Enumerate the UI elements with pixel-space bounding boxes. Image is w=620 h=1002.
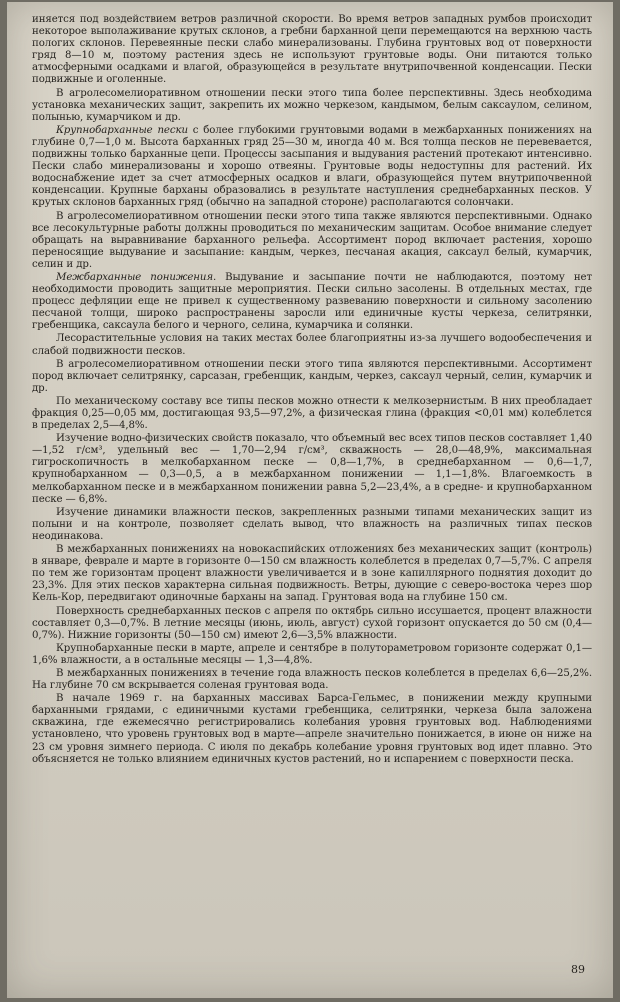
paragraph: [32, 125, 592, 210]
paragraph-text: с более глубокими грунтовыми водами в межбарханных понижениях на глубине 0,7—1,0 м. Высота барханных гряд 25—30 м, иногда 40 м. Вся толща песков не перевевается, подвижны только барханные цепи. Процессы засыпания и выдувания растений протекают интенсивно. Пески слабо минерализованы и хорошо отвеяны. Грунтовые воды недоступны для растений. Их водоснабжение идет за счет атмосферных осадков и влаги, образующейся путем внутрипочвенной конденсации. Крупные барханы образовались в результате наступления среднебарханных песков. У крутых склонов барханных гряд (обычно на западной стороне) располагаются солончаки.: [32, 124, 592, 209]
page-number: 89: [571, 963, 585, 976]
paragraph: [32, 606, 592, 642]
paragraph-text: Изучение водно-физических свойств показало, что объемный вес всех типов песков составляет 1,40—1,52 г/см³, удельный вес — 1,70—2,94 г/см³, скважность — 28,0—48,9%, максимальная гигроскопичность в мелкобарханном песке — 0,8—1,7%, в среднебарханном — 0,6—1,7, крупнобарханном — 0,3—0,5, а в межбарханном понижении — 1,1—1,8%. Влагоемкость в мелкобарханном песке и в межбарханном понижении равна 5,2—23,4%, а в средне- и крупнобарханном песке — 6,8%.: [32, 433, 592, 505]
paragraph: [32, 211, 592, 271]
paragraph: [32, 507, 592, 543]
paragraph: [32, 693, 592, 766]
paragraph: [32, 544, 592, 604]
paragraph-text: В агролесомелиоративном отношении пески этого типа более перспективны. Здесь необходима установка механических защит, закрепить их можно черкезом, кандымом, белым саксаулом, селином, полынью, кумарчиком и др.: [32, 87, 592, 123]
paragraph-text: Крупнобарханные пески в марте, апреле и сентябре в полутораметровом горизонте содержат 0,1—1,6% влажности, а в остальные месяцы — 1,3—4,8%.: [32, 642, 592, 666]
paragraph-text: В межбарханных понижениях на новокаспийских отложениях без механических защит (контроль) в январе, феврале и марте в горизонте 0—150 см влажность колеблется в пределах 0,7—5,7%. С апреля по тем же горизонтам процент влажности увеличивается и в зоне капиллярного поднятия доходит до 23,3%. Для этих песков характерна сильная подвижность. Ветры, дующие с северо-востока через шор Кель-Кор, передвигают одиночные барханы на запад. Грунтовая вода на глубине 150 см.: [32, 544, 592, 604]
paragraph: [32, 668, 592, 692]
paragraph-text: В агролесомелиоративном отношении пески этого типа являются перспективными. Ассортимент пород включает селитрянку, сарсазан, гребенщик, кандым, черкез, саксаул черный, селин, кумарчик и др.: [32, 358, 592, 394]
book-page: [7, 2, 613, 998]
paragraph: [32, 14, 592, 87]
paragraph: [32, 88, 592, 124]
paragraph-text: Выдувание и засыпание почти не наблюдаются, поэтому нет необходимости проводить защитные мероприятия. Пески сильно засолены. В отдельных местах, где процесс дефляции еще не привел к существенному развеванию поверхности и сильному засолению песчаной толщи, широко распространены заросли или единичные кусты черкеза, селитрянки, гребенщика, саксаула белого и черного, селина, кумарчика и солянки.: [32, 271, 592, 332]
paragraph: [32, 396, 592, 432]
paragraph-text: В межбарханных понижениях в течение года влажность песков колеблется в пределах 6,6—25,2%. На глубине 70 см вскрывается соленая грунтовая вода.: [32, 667, 592, 692]
paragraph: [32, 333, 592, 357]
paragraph-text: Лесорастительные условия на таких местах более благоприятны из-за лучшего водообеспечения и слабой подвижности песков.: [32, 333, 592, 357]
paragraph: [32, 643, 592, 667]
paragraph-lead: Крупнобарханные пески: [56, 124, 188, 136]
paragraph-text: Изучение динамики влажности песков, закрепленных разными типами механических защит из полыни и на контроле, позволяет сделать вывод, что влажность на различных типах песков неодинакова.: [32, 506, 592, 542]
paragraph-lead: Межбарханные понижения.: [56, 271, 217, 283]
paragraph-text: Поверхность среднебарханных песков с апреля по октябрь сильно иссушается, процент влажности составляет 0,3—0,7%. В летние месяцы (июнь, июль, август) сухой горизонт опускается до 50 см (0,4—0,7%). Нижние горизонты (50—150 см) имеют 2,6—3,5% влажности.: [32, 605, 592, 641]
body-text: [32, 14, 592, 766]
paragraph-text: иняется под воздействием ветров различной скорости. Во время ветров западных румбов происходит некоторое выполаживание крутых склонов, а гребни барханной цепи перемещаются на верхнюю часть пологих склонов. Перевеянные пески слабо минерализованы. Глубина грунтовых вод от поверхности гряд 8—10 м, поэтому растения здесь не используют грунтовые воды. Они питаются только атмосферными осадками и влагой, образующейся в результате внутрипочвенной конденсации. Пески подвижные и оголенные.: [32, 14, 592, 86]
paragraph-text: В агролесомелиоративном отношении пески этого типа также являются перспективными. Однако все лесокультурные работы должны проводиться по механическим защитам. Особое внимание следует обращать на выравнивание барханного рельефа. Ассортимент пород включает растения, хорошо переносящие выдувание и засыпание: кандым, черкез, песчаная акация, саксаул белый, кумарчик, селин и др.: [32, 210, 592, 270]
paragraph-text: По механическому составу все типы песков можно отнести к мелкозернистым. В них преобладает фракция 0,25—0,05 мм, достигающая 93,5—97,2%, а физическая глина (фракция <0,01 мм) колеблется в пределах 2,5—4,8%.: [32, 395, 592, 432]
paragraph: [32, 272, 592, 332]
paragraph-text: В начале 1969 г. на барханных массивах Барса-Гельмес, в понижении между крупными барханными грядами, с единичными кустами гребенщика, селитрянки, черкеза была заложена скважина, где ежемесячно регистрировались колебания уровня грунтовых вод. Наблюдениями установлено, что уровень грунтовых вод в марте—апреле значительно понижается, в июне он ниже на 23 см уровня зимнего периода. С июля по декабрь колебание уровня грунтовых вод идет плавно. Это объясняется не только влиянием единичных кустов растений, но и испарением с поверхности песка.: [32, 693, 592, 765]
paragraph: [32, 359, 592, 395]
paragraph: [32, 433, 592, 506]
